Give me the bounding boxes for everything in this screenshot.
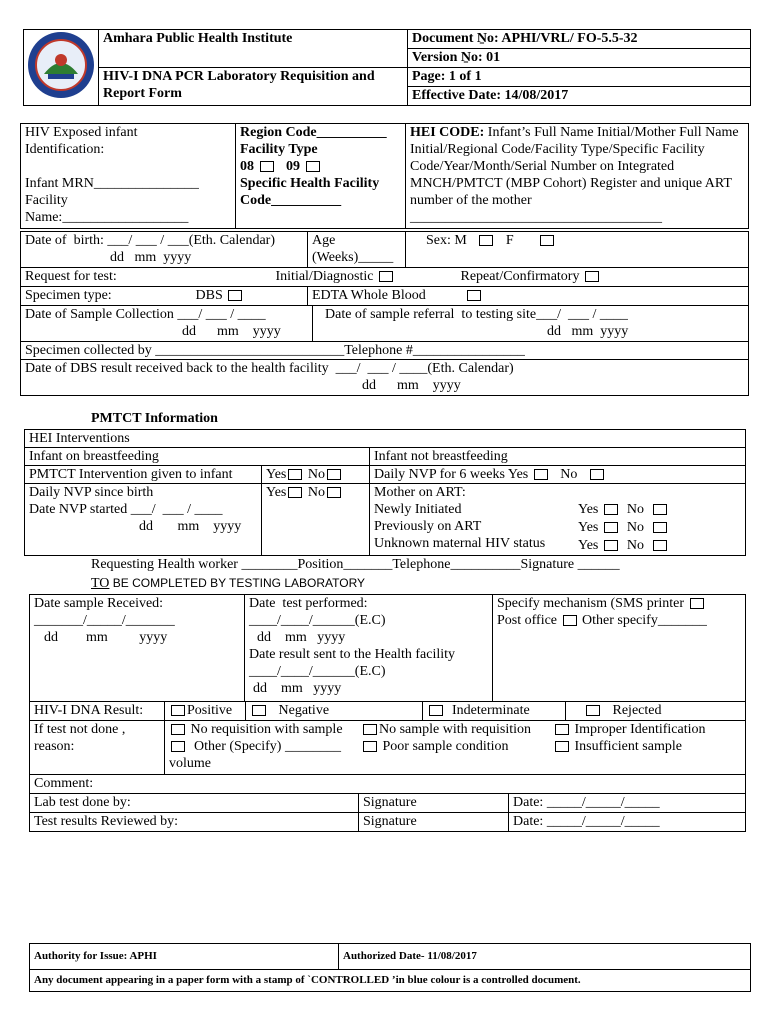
form-title: HIV-I DNA PCR Laboratory Requisition and Report Form <box>99 68 408 106</box>
negative-label: Negative <box>278 703 330 718</box>
request-repeat-label: Repeat/Confirmatory <box>460 269 580 284</box>
sex-female-checkbox[interactable] <box>540 235 554 246</box>
edta-checkbox[interactable] <box>467 290 481 301</box>
reviewed-by-field[interactable]: Test results Reviewed by: <box>30 813 359 832</box>
infant-mrn-field[interactable]: Infant MRN_______________ <box>25 176 199 191</box>
mother-art-label: Mother on ART: <box>374 485 466 500</box>
previously-yes-label: Yes <box>578 520 599 535</box>
date-of-birth-field[interactable]: Date of birth: ___/ ___ / ___(Eth. Calendar) <box>25 233 275 248</box>
daily-nvp-birth-label: Daily NVP since birth <box>29 485 154 500</box>
sex-label: Sex: M <box>426 233 467 248</box>
nvp-birth-yes-label: Yes <box>266 485 287 500</box>
unknown-yes-checkbox[interactable] <box>604 540 618 551</box>
request-label: Request for test: <box>25 269 117 284</box>
date-sent-format: dd mm yyyy <box>253 681 342 696</box>
institute-seal-icon <box>26 30 96 100</box>
insufficient-label: Insufficient sample <box>574 739 682 754</box>
infant-table <box>20 123 749 229</box>
collection-table <box>20 305 749 342</box>
not-done-table <box>29 720 746 775</box>
daily-nvp-6-label: Daily NVP for 6 weeks Yes <box>374 467 529 482</box>
dbs-label: DBS <box>195 288 223 303</box>
hei-code-description: Infant’s Full Name Initial/Mother Full Name Initial/Regional Code/Facility Type/Specific Facility Code/Year/Month/Serial Number on Integrated MNCH/PMTCT (MBP Cohort) Register and unique ART number of the mother <box>410 125 739 208</box>
comment-field[interactable]: Comment: <box>30 775 746 794</box>
signoff-table <box>29 774 746 832</box>
effective-date: Effective Date: 14/08/2017 <box>408 87 751 106</box>
authorized-date: Authorized Date- 11/08/2017 <box>339 944 751 970</box>
unknown-status-label: Unknown maternal HIV status <box>374 536 546 551</box>
document-number: Document Ṉo: APHI/VRL/ FO-5.5-32 <box>408 30 751 49</box>
improper-id-label: Improper Identification <box>574 722 706 737</box>
lab-dates-table <box>29 594 746 702</box>
facility-type-08-checkbox[interactable] <box>260 161 274 172</box>
lab-section-label: BE COMPLETED BY TESTING LABORATORY <box>109 576 366 590</box>
infant-details-table <box>20 231 749 268</box>
referral-date-format: dd mm yyyy <box>547 324 629 339</box>
pmtct-title: PMTCT Information <box>91 411 218 426</box>
date-of-birth-format: dd mm yyyy <box>110 250 192 265</box>
lab-section-heading <box>91 576 365 592</box>
not-breastfeeding-label: Infant not breastfeeding <box>370 448 746 466</box>
date-performed-label: Date test performed: <box>249 596 368 611</box>
done-by-date-field[interactable]: Date: _____/_____/_____ <box>509 794 746 813</box>
intervention-yes-label: Yes <box>266 467 287 482</box>
post-office-label: Post office <box>497 613 558 628</box>
no-sample-checkbox[interactable] <box>363 724 377 735</box>
daily-nvp-6-no-label: No <box>560 467 578 482</box>
newly-no-label: No <box>626 502 644 517</box>
result-table <box>29 701 746 721</box>
intervention-no-checkbox[interactable] <box>327 469 341 480</box>
other-reason-field[interactable]: Other (Specify) ________ <box>194 739 341 754</box>
no-requisition-label: No requisition with sample <box>190 722 343 737</box>
lab-section-to: TO <box>91 576 110 591</box>
previously-yes-checkbox[interactable] <box>604 522 618 533</box>
collection-date-format: dd mm yyyy <box>182 324 281 339</box>
version-number: Version Ṉo: 01 <box>408 49 751 68</box>
hei-interventions-label: HEI Interventions <box>25 430 746 448</box>
nvp-date-format: dd mm yyyy <box>139 519 242 534</box>
newly-yes-checkbox[interactable] <box>604 504 618 515</box>
facility-type-label: Facility Type <box>240 142 318 157</box>
intervention-no-label: No <box>307 467 325 482</box>
positive-label: Positive <box>187 703 233 718</box>
dbs-checkbox[interactable] <box>228 290 242 301</box>
page-number: Page: 1 of 1 <box>408 68 751 87</box>
age-weeks-field[interactable]: (Weeks)_____ <box>312 250 394 265</box>
poor-condition-label: Poor sample condition <box>382 739 509 754</box>
sms-printer-checkbox[interactable] <box>690 598 704 609</box>
unknown-no-checkbox[interactable] <box>653 540 667 551</box>
facility-name-field[interactable]: Name:__________________ <box>25 210 189 225</box>
insufficient-checkbox[interactable] <box>555 741 569 752</box>
institute-name: Amhara Public Health Institute <box>99 30 408 68</box>
date-received-label: Date sample Received: <box>34 596 164 611</box>
hei-code-label: HEI CODE: <box>410 125 485 140</box>
date-received-format: dd mm yyyy <box>44 630 168 645</box>
controlled-notice: Any document appearing in a paper form with a stamp of `CONTROLLED ’in blue colour is a controlled document. <box>30 970 751 992</box>
negative-checkbox[interactable] <box>252 705 266 716</box>
nvp-birth-yes-checkbox[interactable] <box>288 487 302 498</box>
previously-no-checkbox[interactable] <box>653 522 667 533</box>
request-initial-label: Initial/Diagnostic <box>275 269 374 284</box>
intervention-given-label: PMTCT Intervention given to infant <box>25 466 262 484</box>
done-by-signature-field[interactable]: Signature <box>359 794 509 813</box>
date-sent-field[interactable]: ____/____/______(E.C) <box>249 664 386 679</box>
specimen-type-label: Specimen type: <box>25 288 112 303</box>
reviewed-by-date-field[interactable]: Date: _____/_____/_____ <box>509 813 746 832</box>
date-nvp-started-field[interactable]: Date NVP started ___/ ___ / ____ <box>29 502 223 517</box>
unknown-no-label: No <box>626 538 644 553</box>
nvp-birth-no-label: No <box>307 485 325 500</box>
header-table <box>23 29 751 106</box>
request-repeat-checkbox[interactable] <box>585 271 599 282</box>
reason-label: reason: <box>34 739 75 754</box>
hei-label-1: HIV Exposed infant <box>25 125 138 140</box>
indeterminate-checkbox[interactable] <box>429 705 443 716</box>
region-code-field[interactable]: Region Code__________ <box>240 125 387 140</box>
collection-date-field[interactable]: Date of Sample Collection ___/ ___ / ____ <box>25 307 266 322</box>
previously-no-label: No <box>626 520 644 535</box>
facility-label: Facility <box>25 193 68 208</box>
facility-type-09-label: 09 <box>286 159 300 174</box>
request-initial-checkbox[interactable] <box>379 271 393 282</box>
dbs-received-field[interactable]: Date of DBS result received back to the health facility ___/ ___ / ____(Eth. Calendar) <box>25 361 514 376</box>
newly-initiated-label: Newly Initiated <box>374 502 462 517</box>
date-received-field[interactable]: _______/_____/_______ <box>34 613 175 628</box>
specific-facility-code-field[interactable]: Code__________ <box>240 193 342 208</box>
specimen-type-table <box>20 286 749 306</box>
mechanism-label: Specify mechanism (SMS printer <box>497 596 685 611</box>
intervention-yes-checkbox[interactable] <box>288 469 302 480</box>
pmtct-table <box>24 429 746 556</box>
date-sent-label: Date result sent to the Health facility <box>249 647 456 662</box>
other-reason-checkbox[interactable] <box>171 741 185 752</box>
positive-checkbox[interactable] <box>171 705 185 716</box>
indeterminate-label: Indeterminate <box>452 703 530 718</box>
hei-label-2: Identification: <box>25 142 105 157</box>
footer-table <box>29 943 751 992</box>
sex-male-checkbox[interactable] <box>479 235 493 246</box>
date-performed-field[interactable]: ____/____/______(E.C) <box>249 613 386 628</box>
no-sample-label: No sample with requisition <box>379 722 532 737</box>
previously-art-label: Previously on ART <box>374 519 482 534</box>
daily-nvp-6-no-checkbox[interactable] <box>590 469 604 480</box>
authority-label: Authority for Issue: APHI <box>30 944 339 970</box>
facility-type-09-checkbox[interactable] <box>306 161 320 172</box>
post-office-checkbox[interactable] <box>563 615 577 626</box>
reviewed-by-signature-field[interactable]: Signature <box>359 813 509 832</box>
newly-yes-label: Yes <box>578 502 599 517</box>
rejected-label: Rejected <box>612 703 662 718</box>
unknown-yes-label: Yes <box>578 538 599 553</box>
breastfeeding-label: Infant on breastfeeding <box>25 448 370 466</box>
nvp-birth-no-checkbox[interactable] <box>327 487 341 498</box>
dbs-received-format: dd mm yyyy <box>362 378 461 393</box>
institute-logo-cell <box>24 30 99 106</box>
edta-label: EDTA Whole Blood <box>312 288 426 303</box>
lab-done-by-field[interactable]: Lab test done by: <box>30 794 359 813</box>
other-specify-field[interactable]: Other specify_______ <box>582 613 707 628</box>
no-requisition-checkbox[interactable] <box>171 724 185 735</box>
request-table <box>20 267 749 287</box>
collected-by-field[interactable]: Specimen collected by ___________________________Telephone #________________ <box>21 342 749 360</box>
specific-facility-label: Specific Health Facility <box>240 176 380 191</box>
daily-nvp-6-yes-checkbox[interactable] <box>534 469 548 480</box>
newly-no-checkbox[interactable] <box>653 504 667 515</box>
date-performed-format: dd mm yyyy <box>257 630 346 645</box>
hei-code-field[interactable]: ____________________________________ <box>410 210 662 225</box>
facility-type-08-label: 08 <box>240 159 254 174</box>
rejected-checkbox[interactable] <box>586 705 600 716</box>
volume-label: volume <box>169 756 211 771</box>
result-label: HIV-I DNA Result: <box>30 702 165 721</box>
collected-by-table <box>20 341 749 396</box>
age-label: Age <box>312 233 336 248</box>
improper-id-checkbox[interactable] <box>555 724 569 735</box>
referral-date-field[interactable]: Date of sample referral to testing site___/ ___ / ____ <box>325 307 628 322</box>
requesting-worker-field[interactable]: Requesting Health worker ________Position_______Telephone__________Signature ______ <box>91 557 620 572</box>
poor-condition-checkbox[interactable] <box>363 741 377 752</box>
sex-female-label: F <box>505 233 514 248</box>
not-done-label: If test not done , <box>34 722 126 737</box>
